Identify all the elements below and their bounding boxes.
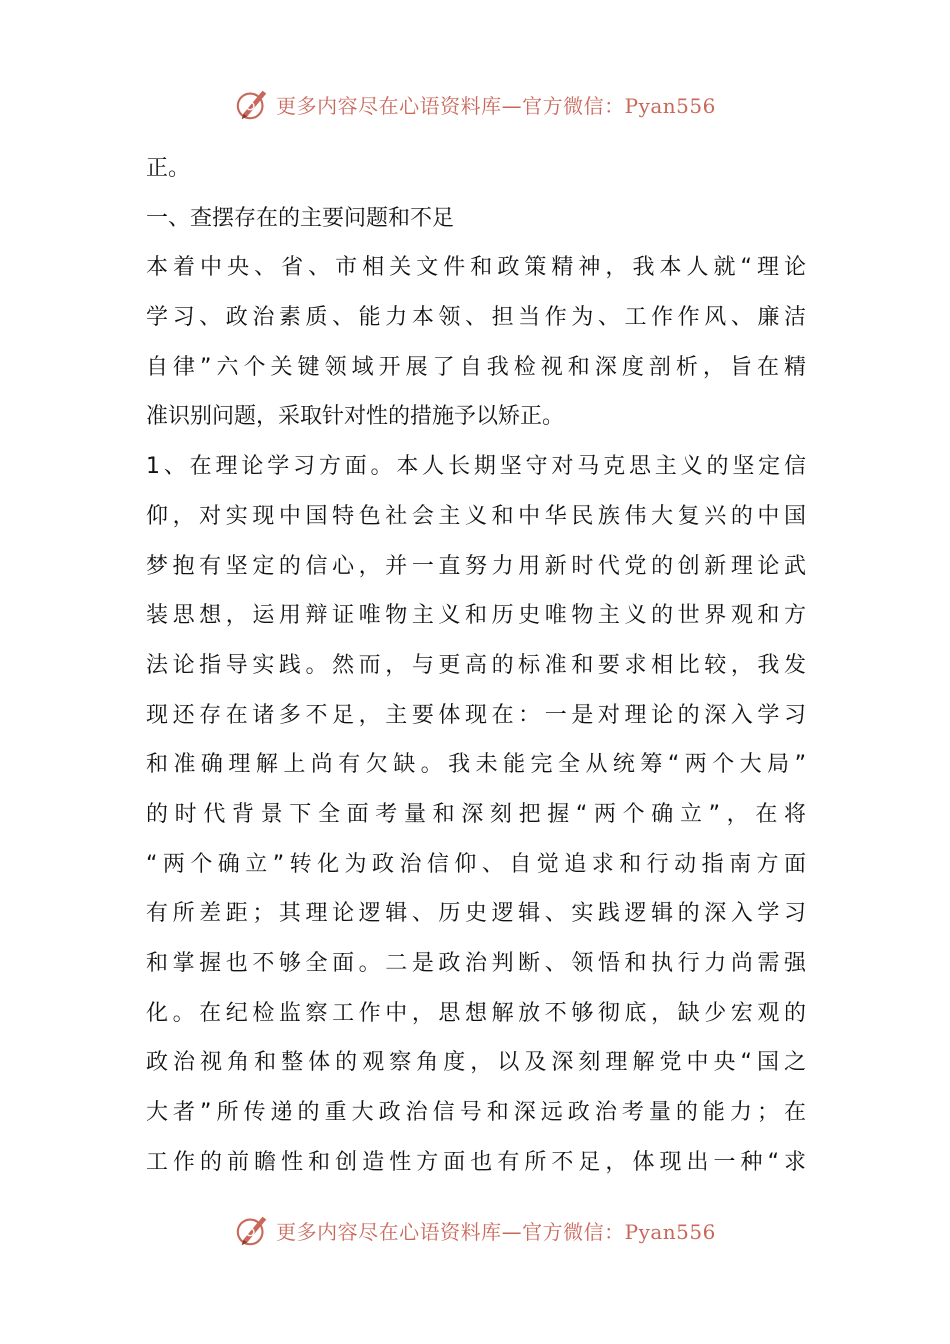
watermark-site: 更多内容尽在心语资料库— — [276, 1219, 523, 1244]
watermark-site: 更多内容尽在心语资料库— — [276, 93, 523, 118]
text-line: 仰，对实现中国特色社会主义和中华民族伟大复兴的中国 — [146, 503, 806, 529]
section-heading: 一、查摆存在的主要问题和不足 — [146, 205, 455, 231]
text-line: 化。在纪检监察工作中，思想解放不够彻底，缺少宏观的 — [146, 1000, 806, 1026]
watermark-text — [276, 1216, 716, 1245]
text-line: 和掌握也不够全面。二是政治判断、领悟和执行力尚需强 — [146, 951, 806, 976]
text-line: 自律”六个关键领域开展了自我检视和深度剖析，旨在精 — [146, 354, 806, 380]
text-line: “两个确立”转化为政治信仰、自觉追求和行动指南方面 — [146, 851, 806, 877]
text-line: 准识别问题，采取针对性的措施予以矫正。 — [146, 404, 565, 430]
text-line: 现还存在诸多不足，主要体现在：一是对理论的深入学习 — [146, 702, 806, 728]
text-line: 政治视角和整体的观察角度，以及深刻理解党中央“国之 — [146, 1050, 806, 1076]
header-watermark — [0, 82, 950, 126]
text-line: 正。 — [146, 156, 191, 181]
text-line: 学习、政治素质、能力本领、担当作为、工作作风、廉洁 — [146, 305, 806, 331]
text-line: 装思想，运用辩证唯物主义和历史唯物主义的世界观和方 — [146, 603, 806, 629]
watermark-wechat: 官方微信：Pyan556 — [522, 93, 716, 118]
document-body — [146, 144, 806, 1187]
text-line: 1、在理论学习方面。本人长期坚守对马克思主义的坚定信 — [146, 454, 806, 480]
text-line: 有所差距；其理论逻辑、历史逻辑、实践逻辑的深入学习 — [146, 901, 806, 927]
pen-in-circle-icon — [234, 1211, 272, 1249]
text-line: 梦抱有坚定的信心，并一直努力用新时代党的创新理论武 — [146, 553, 806, 579]
watermark-wechat: 官方微信：Pyan556 — [522, 1219, 716, 1244]
watermark-text — [276, 90, 716, 119]
text-line: 本着中央、省、市相关文件和政策精神，我本人就“理论 — [146, 255, 806, 281]
pen-in-circle-icon — [234, 85, 272, 123]
text-line: 和准确理解上尚有欠缺。我未能完全从统筹“两个大局” — [146, 752, 806, 778]
text-line: 大者”所传递的重大政治信号和深远政治考量的能力；在 — [146, 1100, 806, 1126]
text-line: 工作的前瞻性和创造性方面也有所不足，体现出一种“求 — [146, 1149, 806, 1175]
footer-watermark — [0, 1208, 950, 1252]
text-line: 法论指导实践。然而，与更高的标准和要求相比较，我发 — [146, 652, 806, 678]
text-line: 的时代背景下全面考量和深刻把握“两个确立”，在将 — [146, 801, 806, 827]
